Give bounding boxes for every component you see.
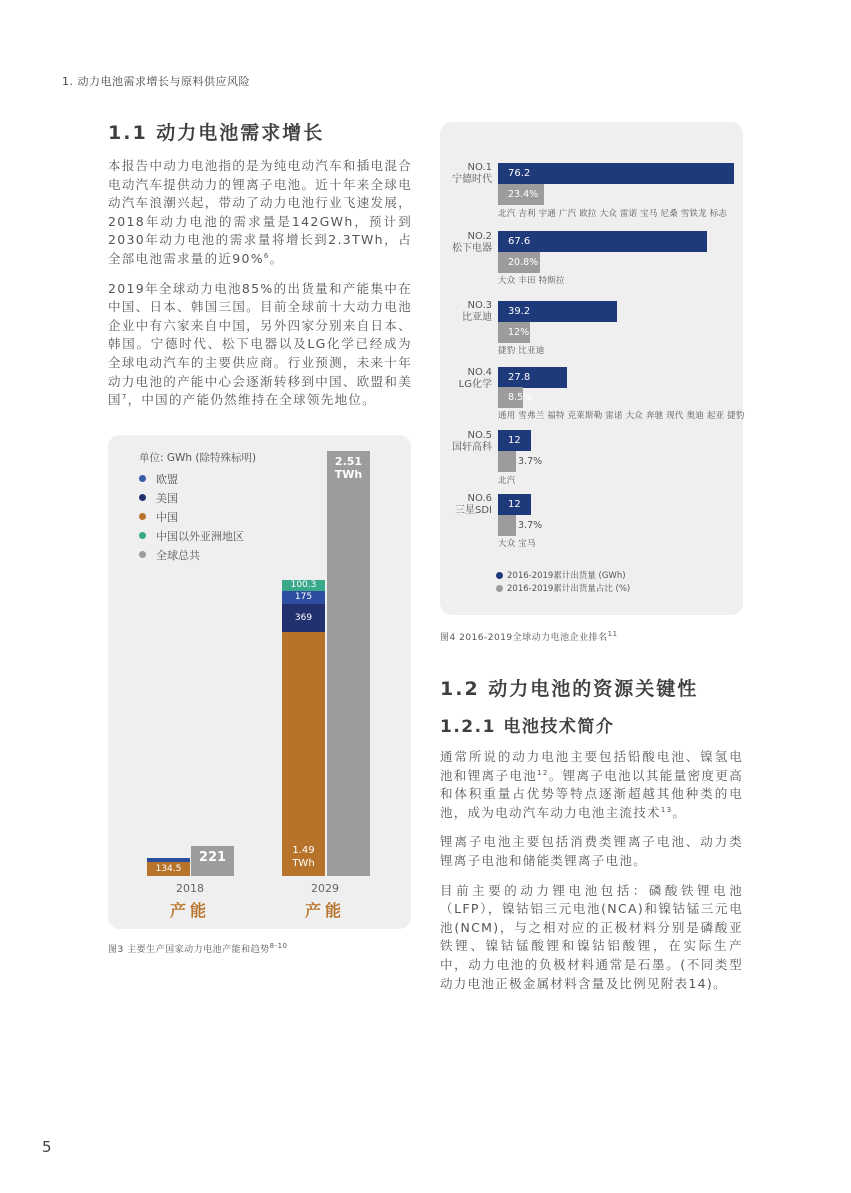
rank-5-customers: 北汽: [498, 476, 516, 486]
rank-5-share-bar: [498, 451, 516, 472]
figure-3-legend: [139, 469, 244, 564]
rank-3-gwh-bar: 39.2: [498, 301, 617, 322]
paragraph-text: 2019年全球动力电池85%的出货量和产能集中在中国、日本、韩国三国。目前全球前十大动力电池企业中有六家来自中国，另外四家分别来自日本、韩国。宁德时代、松下电器以及LG化学已经成为全球电动汽车的主要供应商。行业预测，未来十年动力电池的产能中心会逐渐转移到中国、欧盟和美国: [108, 280, 412, 408]
bar-2029-us: 369: [282, 604, 325, 632]
rank-4-customers: 通用 雪弗兰 福特 克莱斯勒 雷诺 大众 奔驰 现代 奥迪 起亚 捷豹: [498, 411, 745, 421]
legend-item-share: [496, 582, 630, 594]
legend-dot-icon: [496, 585, 503, 592]
rank-1-share-bar: 23.4%: [498, 184, 544, 205]
paragraph-4: [440, 833, 743, 870]
legend-label: 美国: [156, 491, 178, 505]
legend-dot-icon: [139, 494, 146, 501]
rank-3-customers: 捷豹 比亚迪: [498, 346, 545, 356]
rank-3-label: [440, 300, 492, 324]
bar-2029-china: [282, 632, 325, 876]
legend-label: 2016-2019累计出货量占比 (%): [507, 584, 631, 594]
section-title-1-1: 1.1 动力电池需求增长: [108, 122, 325, 144]
footnote-ref: 12: [537, 768, 549, 777]
legend-dot-icon: [139, 513, 146, 520]
x-label-2018: 2018: [176, 882, 204, 895]
paragraph-tail: ，中国的产能仍然维持在全球领先地位。: [127, 392, 376, 408]
rank-4-label: [440, 367, 492, 391]
rank-6-label: [440, 493, 492, 517]
legend-label: 中国以外亚洲地区: [156, 529, 244, 543]
bar-2018-china: 134.5: [147, 862, 190, 876]
rank-1-label: [440, 162, 492, 186]
rank-6-share-value: 3.7%: [518, 520, 543, 531]
legend-item-us: [139, 488, 244, 507]
rank-2-share-bar: 20.8%: [498, 252, 540, 273]
rank-6-share-bar: [498, 515, 516, 536]
paragraph-3: [440, 748, 743, 822]
legend-item-china: [139, 507, 244, 526]
subsection-title-1-2-1: 1.2.1 电池技术简介: [440, 717, 615, 737]
legend-item-eu: [139, 469, 244, 488]
paragraph-5: [440, 882, 743, 994]
rank-no: NO.2: [467, 231, 492, 242]
rank-1-gwh-bar: 76.2: [498, 163, 734, 184]
rank-2-label: [440, 231, 492, 255]
legend-dot-icon: [139, 475, 146, 482]
footnote-ref: 7: [121, 392, 128, 401]
legend-item-global-total: [139, 545, 244, 564]
running-head: 1. 动力电池需求增长与原料供应风险: [62, 75, 250, 88]
rank-6-gwh-bar: 12: [498, 494, 531, 515]
legend-label: 2016-2019累计出货量 (GWh): [507, 571, 626, 581]
x-label-2029: 2029: [311, 882, 339, 895]
x-caption-2018: 产能: [169, 901, 210, 920]
legend-dot-icon: [139, 532, 146, 539]
legend-item-gwh: [496, 569, 626, 581]
rank-name: 松下电器: [452, 243, 492, 254]
footnote-ref: 8-10: [269, 942, 288, 950]
bar-2029-eu: 175: [282, 591, 325, 604]
rank-name: 宁德时代: [452, 174, 492, 185]
section-title-1-2: 1.2 动力电池的资源关键性: [440, 678, 699, 700]
bar-2029-global: [327, 451, 370, 876]
rank-2-gwh-bar: 67.6: [498, 231, 707, 252]
legend-label: 全球总共: [156, 548, 200, 562]
footnote-ref: 13: [660, 805, 673, 814]
rank-5-label: [440, 430, 492, 454]
rank-name: 国轩高科: [452, 442, 492, 453]
caption-text: 图3 主要生产国家动力电池产能和趋势: [108, 945, 270, 955]
paragraph-1: [108, 157, 412, 269]
rank-name: 三星SDI: [455, 505, 492, 516]
paragraph-text: 锂离子电池主要包括消费类锂离子电池、动力类锂离子电池和储能类锂离子电池。: [440, 834, 743, 868]
legend-label: 中国: [156, 510, 178, 524]
rank-4-share-bar: 8.5%: [498, 387, 523, 408]
rank-5-gwh-bar: 12: [498, 430, 531, 451]
paragraph-text: 通常所说的动力电池主要包括铅酸电池、镍氢电池和锂离子电池: [440, 749, 743, 783]
rank-2-customers: 大众 丰田 特斯拉: [498, 276, 565, 286]
legend-label: 欧盟: [156, 472, 178, 486]
rank-6-customers: 大众 宝马: [498, 539, 536, 549]
rank-name: LG化学: [458, 379, 492, 390]
caption-text: 图4 2016-2019全球动力电池企业排名: [440, 633, 608, 643]
bar-2029-china-label: [282, 844, 325, 870]
paragraph-2: [108, 280, 412, 410]
section-1-1-body: [108, 157, 412, 421]
figure-3-caption: [108, 942, 287, 955]
bar-value: 2.51 TWh: [334, 455, 363, 481]
paragraph-text: 本报告中动力电池指的是为纯电动汽车和插电混合电动汽车提供动力的锂离子电池。近十年来全球电动汽车浪潮兴起，带动了动力电池行业飞速发展，2018年动力电池的需求量是142GWh，预计到2030年动力电池的需求量将增长到2.3TWh，占全部电池需求量的近90%: [108, 158, 412, 266]
figure-4-caption: [440, 630, 618, 643]
footnote-ref: 11: [607, 630, 618, 638]
rank-4-gwh-bar: 27.8: [498, 367, 567, 388]
rank-no: NO.3: [467, 300, 492, 311]
rank-5-share-value: 3.7%: [518, 456, 543, 467]
rank-3-share-bar: 12%: [498, 322, 530, 343]
rank-1-customers: 北汽 吉利 宇通 广汽 欧拉 大众 雷诺 宝马 尼桑 雪铁龙 标志: [498, 209, 728, 219]
legend-dot-icon: [496, 572, 503, 579]
section-1-2-body: [440, 748, 743, 1004]
legend-item-asia-ex-china: [139, 526, 244, 545]
paragraph-tail: 。: [672, 804, 687, 820]
bar-2029-asia: 100.3: [282, 580, 325, 591]
rank-name: 比亚迪: [462, 312, 492, 323]
unit-label: 单位: GWh (除特殊标明): [139, 452, 257, 464]
bar-value: 1.49 TWh: [292, 845, 315, 869]
legend-dot-icon: [139, 551, 146, 558]
paragraph-text: 。锂离子电池以其能量密度更高和体积重量占优势等特点逐渐超越其他种类的电池，成为电动汽车动力电池主流技术: [440, 767, 744, 820]
bar-2018-global: 221: [191, 846, 234, 876]
page-number: 5: [42, 1138, 52, 1156]
paragraph-tail: 。: [269, 250, 284, 266]
rank-no: NO.6: [467, 493, 492, 504]
footnote-ref: 6: [263, 251, 270, 260]
x-caption-2029: 产能: [304, 901, 345, 920]
paragraph-text: 目前主要的动力锂电池包括：磷酸铁锂电池（LFP），镍钴铝三元电池(NCA)和镍钴锰三元电池(NCM)，与之相对应的正极材料分别是磷酸亚铁锂、镍钴锰酸锂和镍钴铝酸锂，在实际生产中，动力电池的负极材料通常是石墨。(不同类型动力电池正极金属材料含量及比例见附表14)。: [440, 882, 743, 991]
rank-no: NO.1: [467, 162, 492, 173]
rank-no: NO.4: [467, 367, 492, 378]
rank-no: NO.5: [467, 430, 492, 441]
